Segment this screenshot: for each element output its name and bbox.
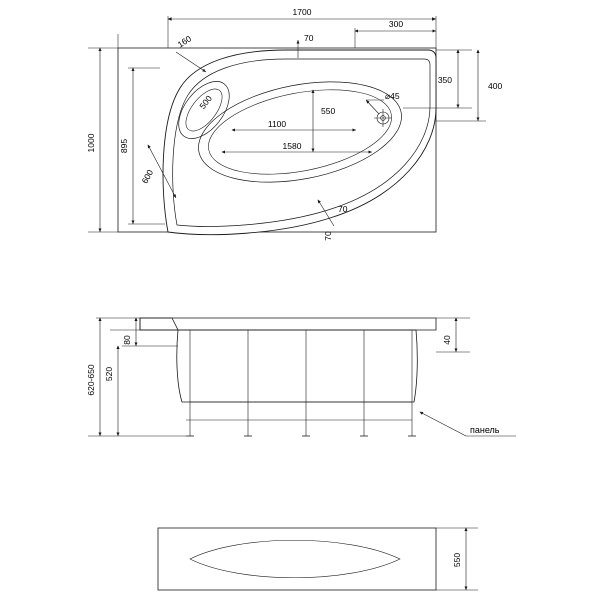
dim-620-650: 620-650: [86, 364, 96, 396]
top-view: [86, 7, 502, 241]
dim-70-top: 70: [304, 33, 314, 43]
dim-80: 80: [122, 335, 132, 345]
dim-160: 160: [175, 33, 194, 50]
label-panel: панель: [470, 425, 500, 435]
front-view: [86, 318, 516, 436]
bottom-view-lens: [190, 540, 400, 578]
bottom-view-outline: [158, 528, 436, 590]
dim-1700: 1700: [292, 7, 312, 17]
dim-600: 600: [139, 167, 156, 186]
dim-1000: 1000: [86, 133, 96, 153]
dim-1580: 1580: [282, 141, 302, 151]
leader-panel: [420, 412, 466, 436]
front-rim: [140, 318, 436, 330]
dim-1100: 1100: [267, 119, 287, 129]
bottom-view: [158, 528, 478, 590]
dim-550-bottom: 550: [452, 552, 462, 568]
dim-70-bottom-a: 70: [338, 204, 348, 214]
dim-520: 520: [104, 366, 114, 382]
dim-diam-45: ⌀45: [385, 91, 400, 101]
dim-895: 895: [119, 138, 129, 154]
dim-300: 300: [388, 19, 404, 29]
dim-70-bottom-b: 70: [323, 231, 333, 241]
dim-500: 500: [197, 93, 214, 111]
dim-350: 350: [437, 75, 452, 85]
dim-550: 550: [321, 106, 336, 116]
front-tub-body: [177, 330, 418, 402]
dim-40: 40: [442, 335, 452, 345]
front-rim-left-fill: [140, 318, 178, 330]
dim-400: 400: [488, 81, 503, 91]
dim-line-160: [176, 52, 206, 72]
